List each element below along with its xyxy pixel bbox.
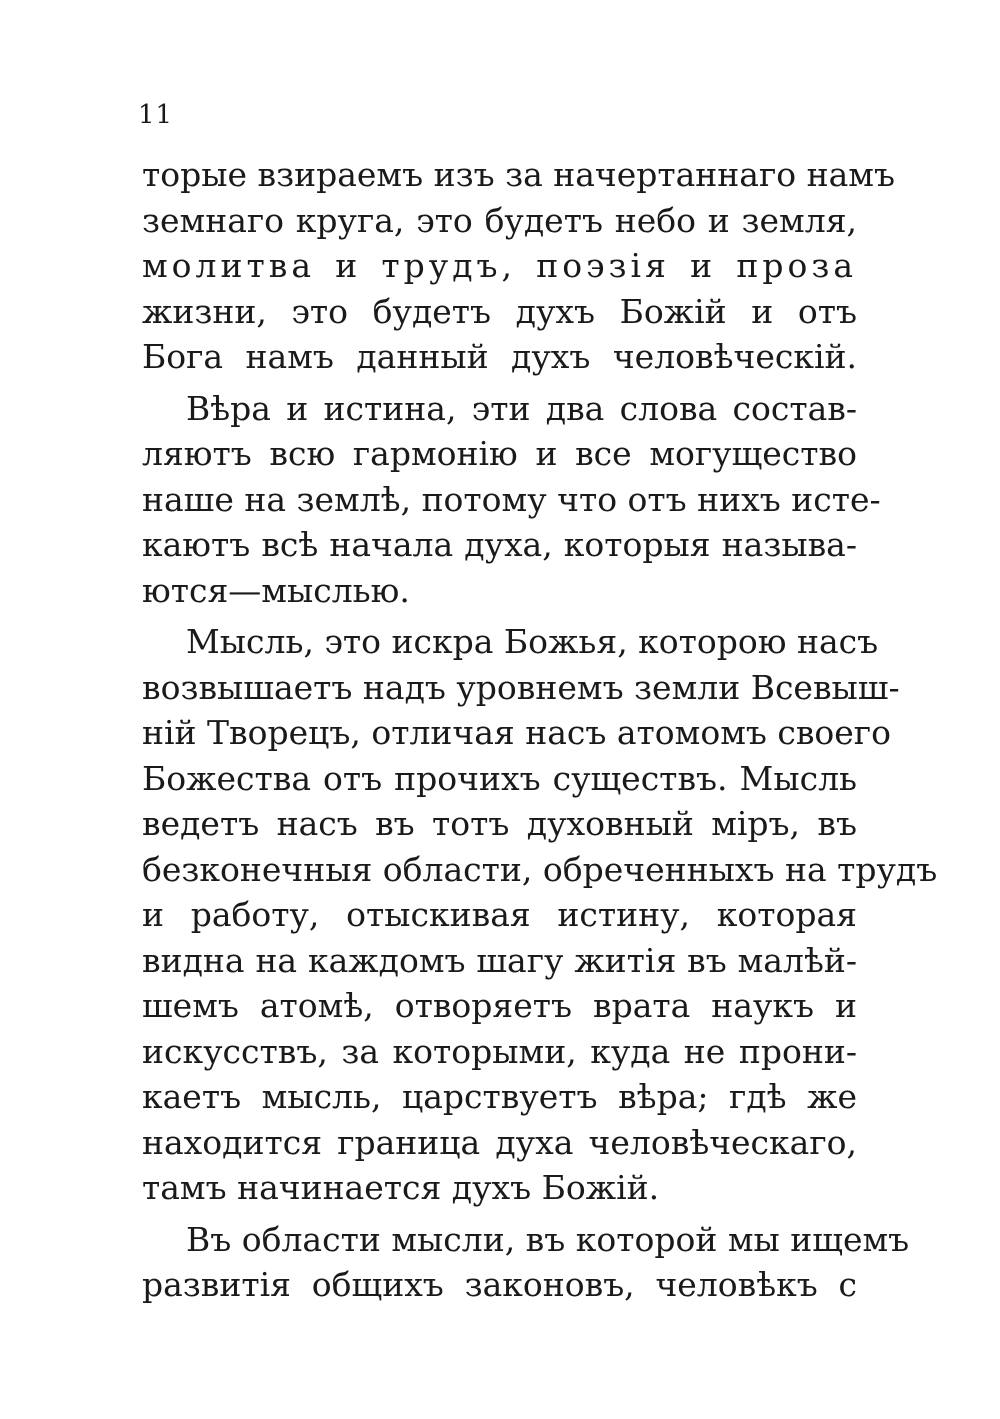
text-line: ній Творецъ, отличая насъ атомомъ своего: [142, 713, 891, 752]
text-line: тамъ начинается духъ Божій.: [142, 1168, 660, 1207]
text-line: ведетъ насъ въ тотъ духовный міръ, въ: [142, 804, 857, 843]
text-line: искусствъ, за которыми, куда не прони-: [142, 1031, 857, 1071]
text-line: каютъ всѣ начала духа, которыя называ-: [142, 525, 857, 564]
text-line: шемъ атомѣ, отворяетъ врата наукъ и: [142, 986, 857, 1025]
text-line: находится граница духа человѣческаго,: [142, 1122, 857, 1162]
text-line: Божества отъ прочихъ существъ. Мысль: [142, 758, 857, 798]
text-line: каетъ мысль, царствуетъ вѣра; гдѣ же: [142, 1077, 857, 1116]
text-line: безконечныя области, обреченныхъ на трудъ: [142, 849, 938, 889]
paragraph-4: [142, 1217, 910, 1308]
text-line: Бога намъ данный духъ человѣческій.: [142, 337, 857, 376]
text-line: торые взираемъ изъ за начертаннаго намъ: [142, 155, 895, 194]
text-line: ются—мыслью.: [142, 570, 410, 610]
text-line: возвышаетъ надъ уровнемъ земли Всевыш-: [142, 667, 900, 707]
body-text: [142, 152, 938, 1308]
text-line: видна на каждомъ шагу житія въ малѣй-: [142, 940, 857, 980]
text-line: ляютъ всю гармонію и все могущество: [142, 434, 857, 473]
paragraph-1: [142, 152, 895, 380]
text-line: земнаго круга, это будетъ небо и земля,: [142, 200, 857, 240]
page-number: 11: [138, 100, 174, 130]
text-line: и работу, отыскивая истину, которая: [142, 895, 857, 934]
paragraph-3: [142, 619, 938, 1211]
text-line: развитія общихъ законовъ, человѣкъ с: [142, 1265, 857, 1304]
text-line: наше на землѣ, потому что отъ нихъ исте-: [142, 479, 881, 519]
text-line: Мысль, это искра Божья, которою насъ: [186, 622, 879, 661]
text-line: жизни, это будетъ духъ Божій и отъ: [142, 291, 857, 331]
paragraph-2: [142, 386, 881, 614]
text-line: Вѣра и истина, эти два слова состав-: [186, 388, 857, 428]
text-line: молитва и трудъ, поэзія и проза: [142, 246, 857, 285]
text-line: Въ области мысли, въ которой мы ищемъ: [186, 1219, 910, 1259]
